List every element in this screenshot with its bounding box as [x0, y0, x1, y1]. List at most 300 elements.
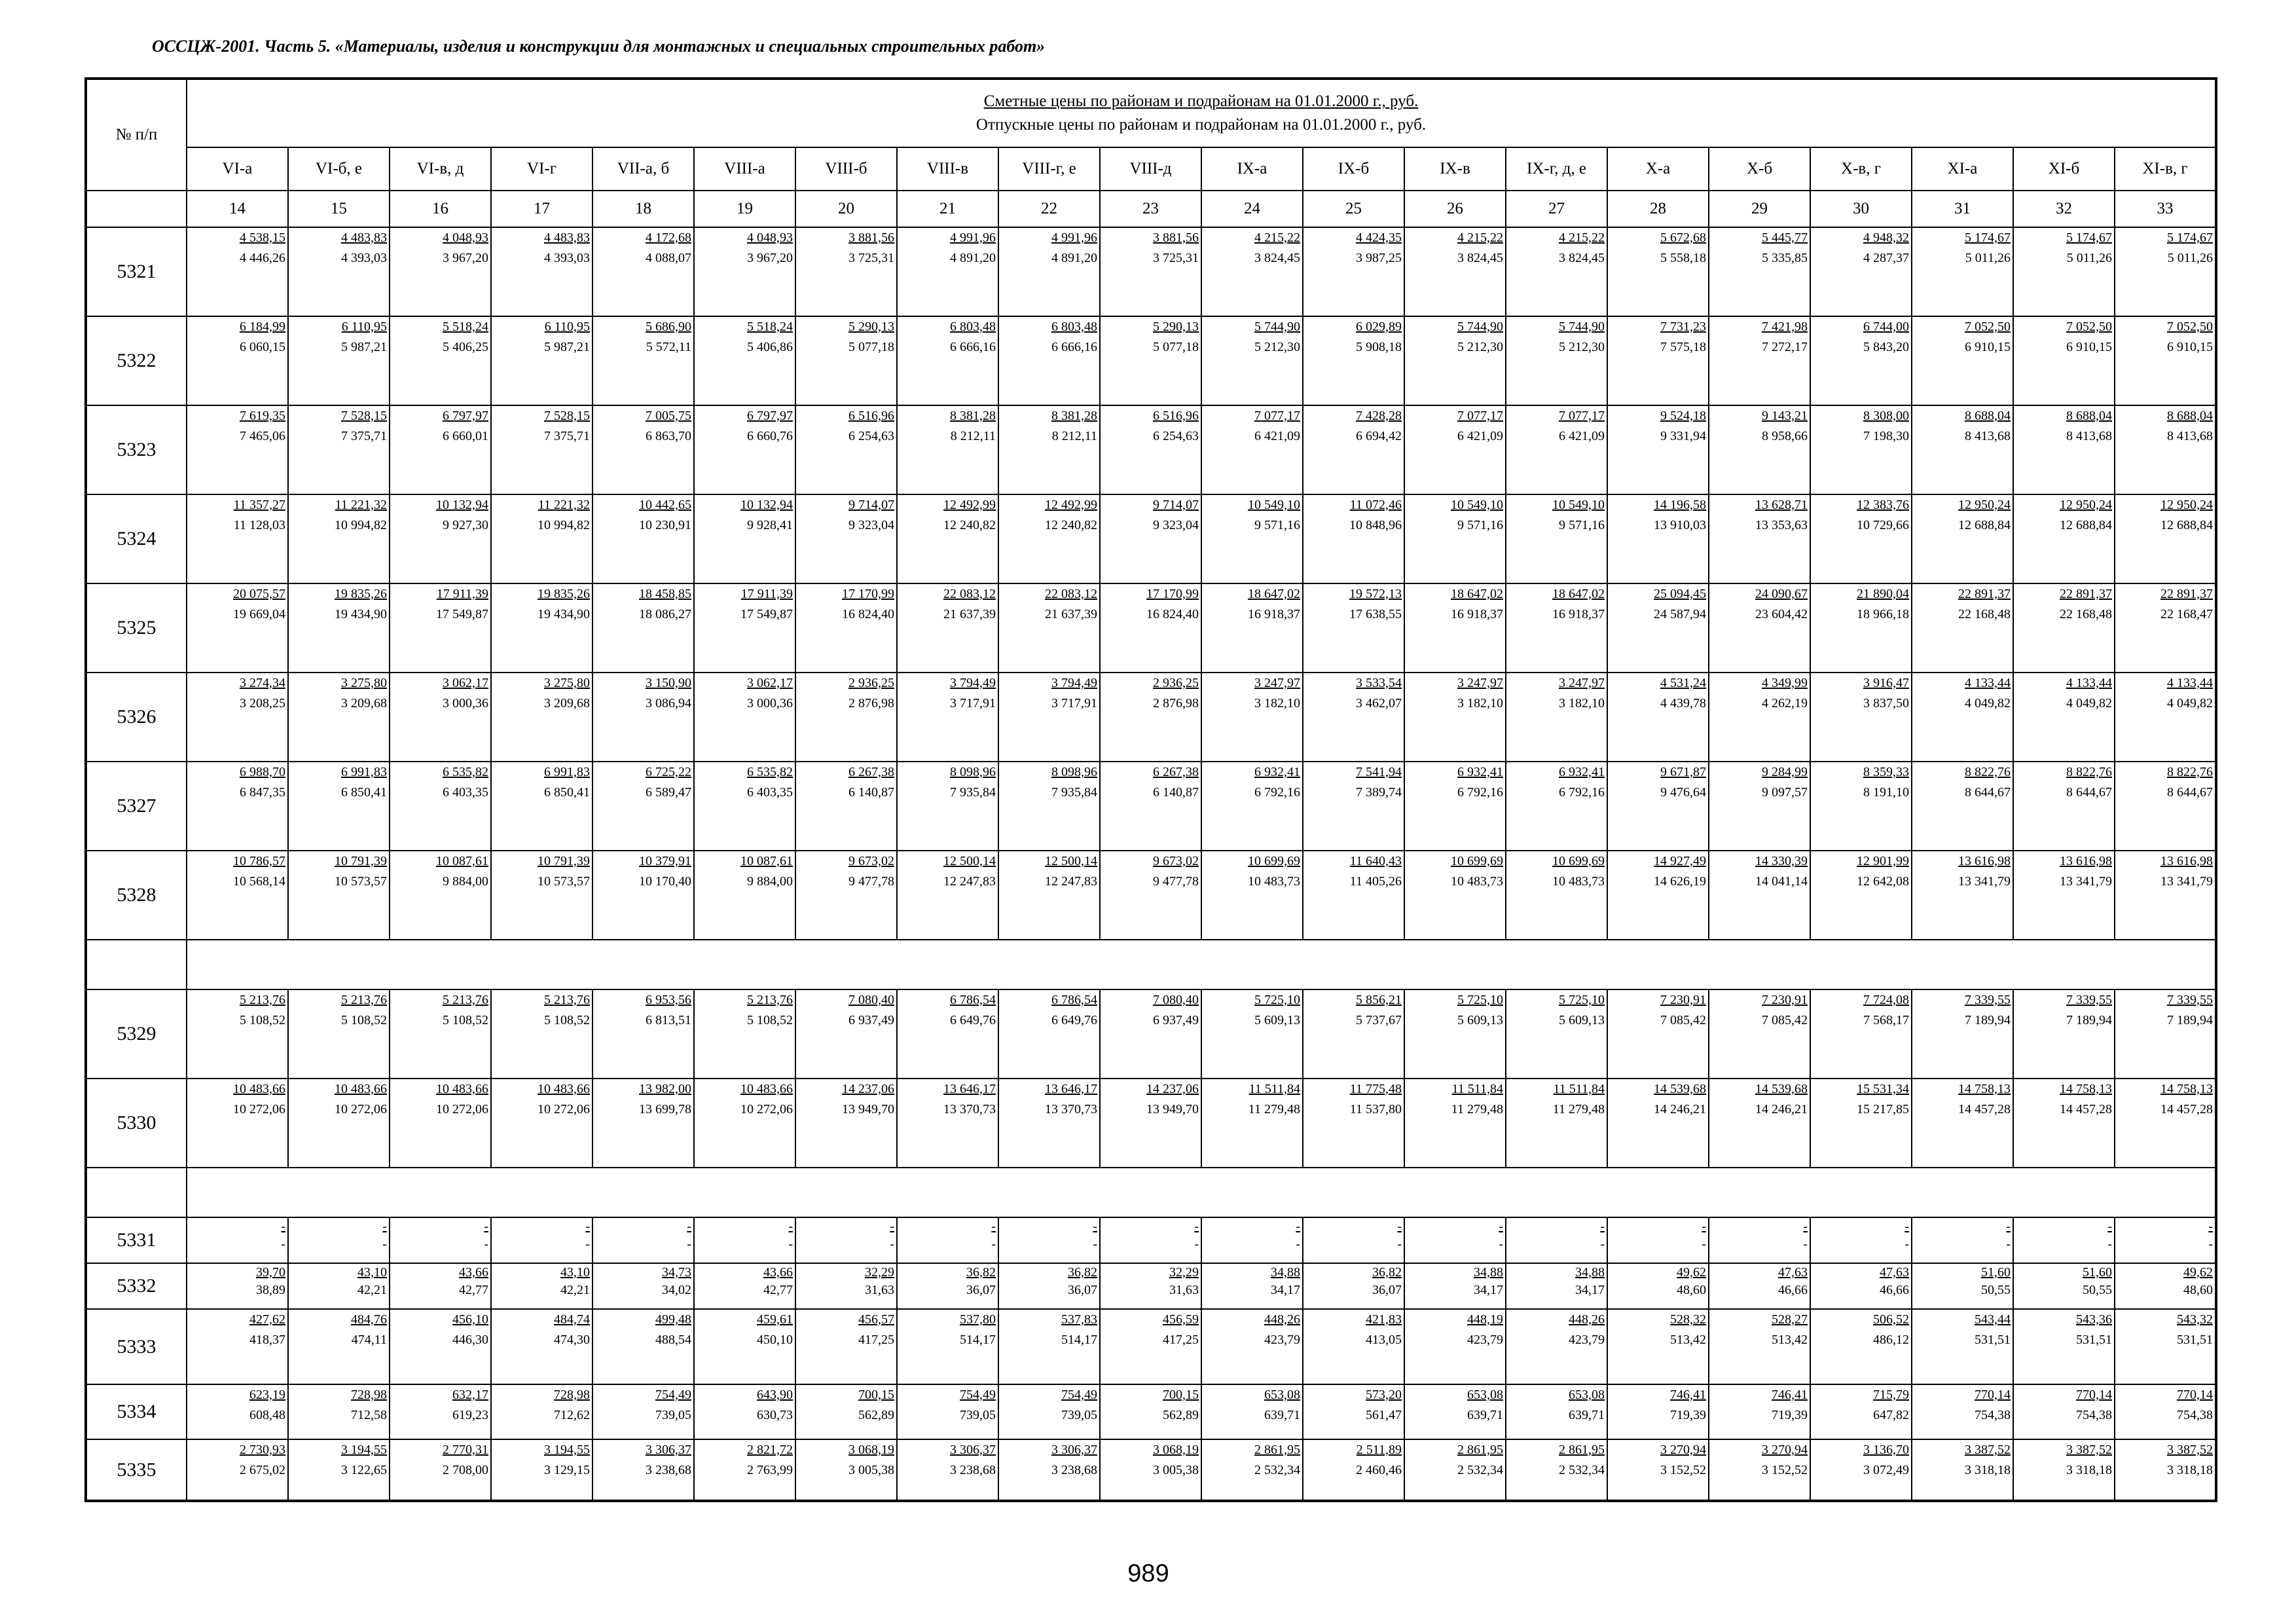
estimated-price: -	[890, 1219, 894, 1234]
release-price: 3 152,52	[1660, 1463, 1706, 1477]
price-cell	[1912, 227, 2013, 316]
separator-cell	[187, 1168, 2216, 1217]
estimated-price: 34,88	[1474, 1265, 1503, 1280]
release-price: 474,30	[554, 1333, 590, 1347]
release-price: 7 085,42	[1762, 1013, 1808, 1027]
release-price: 2 532,34	[1559, 1463, 1605, 1477]
release-price: 3 238,68	[1051, 1463, 1097, 1477]
release-price: 12 247,83	[943, 874, 996, 889]
release-price: 9 477,78	[848, 874, 894, 889]
price-cell	[1709, 1263, 1810, 1309]
price-cell	[1303, 1079, 1404, 1168]
release-price: 3 000,36	[443, 696, 488, 710]
price-cell	[1201, 1309, 1303, 1384]
release-price: 6 694,42	[1356, 429, 1402, 443]
column-number: 22	[998, 191, 1100, 227]
price-cell	[1100, 673, 1201, 762]
price-cell	[1404, 989, 1506, 1079]
release-price: 423,79	[1569, 1333, 1605, 1347]
price-cell	[187, 989, 288, 1079]
price-cell	[1607, 1384, 1709, 1439]
estimated-price: 4 172,68	[646, 231, 691, 245]
price-cell	[1912, 1384, 2013, 1439]
price-cell	[897, 1439, 998, 1501]
estimated-price: 9 673,02	[1153, 854, 1199, 868]
release-price: 11 128,03	[233, 518, 285, 532]
release-price: 3 824,45	[1254, 251, 1300, 265]
estimated-price: 5 213,76	[240, 993, 285, 1007]
price-cell	[1100, 1079, 1201, 1168]
price-cell	[1810, 1439, 1912, 1501]
estimated-price: 4 133,44	[2167, 676, 2213, 690]
price-cell	[288, 1439, 390, 1501]
price-cell	[592, 1384, 694, 1439]
price-cell	[390, 1217, 491, 1263]
release-price: 739,05	[655, 1408, 691, 1422]
estimated-price: 3 533,54	[1356, 676, 1402, 690]
release-price: 18 086,27	[639, 607, 691, 621]
release-price: 5 987,21	[544, 340, 590, 354]
release-price: 8 644,67	[2066, 785, 2112, 800]
estimated-price: 12 901,99	[1857, 854, 1909, 868]
estimated-price: 5 445,77	[1762, 231, 1808, 245]
estimated-price: 12 383,76	[1857, 498, 1909, 512]
estimated-price: 10 483,66	[740, 1082, 793, 1096]
price-cell	[998, 1079, 1100, 1168]
price-cell	[288, 1217, 390, 1263]
price-cell	[795, 227, 897, 316]
price-cell	[1810, 227, 1912, 316]
release-price: 22 168,48	[2060, 607, 2112, 621]
release-price: 6 421,09	[1254, 429, 1300, 443]
estimated-price: 4 483,83	[341, 231, 387, 245]
price-cell	[187, 1079, 288, 1168]
release-price: -	[1600, 1237, 1605, 1251]
price-cell	[491, 673, 592, 762]
estimated-price: 24 090,67	[1755, 587, 1808, 601]
release-price: 10 272,06	[538, 1102, 590, 1116]
column-number: 32	[2013, 191, 2115, 227]
release-price: -	[1093, 1237, 1097, 1251]
release-price: 13 353,63	[1755, 518, 1808, 532]
estimated-price: 7 724,08	[1863, 993, 1909, 1007]
row-number: 5333	[86, 1309, 187, 1384]
release-price: 6 850,41	[341, 785, 387, 800]
price-cell	[1912, 583, 2013, 673]
price-cell	[288, 1263, 390, 1309]
price-cell	[998, 1384, 1100, 1439]
release-price: 6 792,16	[1457, 785, 1503, 800]
estimated-price: 9 671,87	[1660, 765, 1706, 779]
page-number: 989	[1127, 1560, 1169, 1587]
price-cell	[1912, 762, 2013, 851]
price-cell	[1303, 851, 1404, 940]
release-price: 423,79	[1264, 1333, 1300, 1347]
estimated-price: -	[1194, 1219, 1199, 1234]
estimated-price: 17 911,39	[740, 587, 793, 601]
release-price: 6 813,51	[646, 1013, 691, 1027]
release-price: 36,07	[966, 1283, 996, 1297]
release-price: 4 262,19	[1762, 696, 1808, 710]
estimated-price: 14 758,13	[1958, 1082, 2011, 1096]
estimated-price: 10 379,91	[639, 854, 691, 868]
column-number: 17	[491, 191, 592, 227]
release-price: 6 792,16	[1254, 785, 1300, 800]
estimated-price: 528,27	[1772, 1312, 1808, 1327]
release-price: 14 457,28	[1958, 1102, 2011, 1116]
release-price: 9 571,16	[1559, 518, 1605, 532]
release-price: 34,02	[662, 1283, 691, 1297]
release-price: 3 005,38	[848, 1463, 894, 1477]
price-cell	[1912, 316, 2013, 405]
estimated-price: 537,80	[960, 1312, 996, 1327]
price-cell	[795, 989, 897, 1079]
estimated-price: 6 267,38	[1153, 765, 1199, 779]
table-row	[86, 1263, 2216, 1309]
estimated-price: 6 535,82	[747, 765, 793, 779]
price-cell	[1607, 1263, 1709, 1309]
release-price: 34,17	[1474, 1283, 1503, 1297]
release-price: 8 413,68	[2066, 429, 2112, 443]
release-price: 11 279,48	[1451, 1102, 1503, 1116]
column-number: 33	[2115, 191, 2216, 227]
release-price: 34,17	[1575, 1283, 1605, 1297]
release-price: 5 077,18	[848, 340, 894, 354]
estimated-price: 22 083,12	[1045, 587, 1097, 601]
release-price: 712,58	[351, 1408, 387, 1422]
estimated-price: 3 270,94	[1660, 1443, 1706, 1457]
release-price: 739,05	[1061, 1408, 1097, 1422]
price-cell	[592, 1079, 694, 1168]
estimated-price: -	[382, 1219, 387, 1234]
price-cell	[288, 227, 390, 316]
price-cell	[187, 1263, 288, 1309]
separator-cell	[187, 940, 2216, 989]
document-header-title: ОССЦЖ-2001. Часть 5. «Материалы, изделия и конструкции для монтажных и специальных строительных работ»	[152, 37, 1046, 56]
price-cell	[1303, 762, 1404, 851]
estimated-price: 10 442,65	[639, 498, 691, 512]
price-cell	[1506, 989, 1607, 1079]
price-cell	[1506, 405, 1607, 494]
estimated-price: 456,59	[1163, 1312, 1199, 1327]
estimated-price: 11 775,48	[1349, 1082, 1402, 1096]
release-price: 3 824,45	[1457, 251, 1503, 265]
price-cell	[1100, 316, 1201, 405]
release-price: 514,17	[960, 1333, 996, 1347]
price-cell	[1709, 227, 1810, 316]
release-price: -	[2006, 1237, 2011, 1251]
estimated-price: 4 991,96	[1051, 231, 1097, 245]
estimated-price: 14 539,68	[1755, 1082, 1808, 1096]
release-price: 5 843,20	[1863, 340, 1909, 354]
estimated-price: 7 428,28	[1356, 409, 1402, 423]
price-cell	[592, 989, 694, 1079]
release-price: 3 209,68	[544, 696, 590, 710]
region-header: XI-б	[2013, 147, 2115, 191]
price-cell	[1404, 227, 1506, 316]
price-cell	[1100, 405, 1201, 494]
release-price: 6 910,15	[1965, 340, 2011, 354]
price-cell	[1506, 851, 1607, 940]
price-cell	[1201, 1079, 1303, 1168]
release-price: 531,51	[1975, 1333, 2011, 1347]
price-cell	[998, 1309, 1100, 1384]
estimated-price: 4 133,44	[2066, 676, 2112, 690]
release-price: 6 792,16	[1559, 785, 1605, 800]
column-number: 28	[1607, 191, 1709, 227]
price-cell	[2115, 405, 2216, 494]
estimated-price: 2 861,95	[1559, 1443, 1605, 1457]
estimated-price: 728,98	[554, 1388, 590, 1402]
price-cell	[1709, 851, 1810, 940]
release-price: 6 937,49	[1153, 1013, 1199, 1027]
price-cell	[2115, 762, 2216, 851]
estimated-price: 8 381,28	[950, 409, 996, 423]
estimated-price: 14 758,13	[2060, 1082, 2112, 1096]
estimated-price: 3 068,19	[1153, 1443, 1199, 1457]
price-cell	[390, 405, 491, 494]
estimated-price: 5 290,13	[1153, 320, 1199, 334]
price-cell	[1607, 989, 1709, 1079]
estimated-price: 7 541,94	[1356, 765, 1402, 779]
price-cell	[1912, 1439, 2013, 1501]
price-cell	[2013, 1217, 2115, 1263]
price-cell	[1404, 762, 1506, 851]
price-cell	[187, 1217, 288, 1263]
table-row	[86, 1309, 2216, 1384]
release-price: 17 638,55	[1349, 607, 1402, 621]
estimated-price: 5 174,67	[2167, 231, 2213, 245]
release-price: 19 434,90	[335, 607, 387, 621]
estimated-price: 653,08	[1569, 1388, 1605, 1402]
release-price: 6 589,47	[646, 785, 691, 800]
release-price: 608,48	[249, 1408, 285, 1422]
estimated-price: 2 730,93	[240, 1443, 285, 1457]
table-row	[86, 227, 2216, 316]
price-cell	[491, 405, 592, 494]
price-cell	[390, 1263, 491, 1309]
estimated-price: 3 270,94	[1762, 1443, 1808, 1457]
column-number: 20	[795, 191, 897, 227]
row-number: 5324	[86, 494, 187, 583]
release-price: 450,10	[757, 1333, 793, 1347]
price-cell	[491, 316, 592, 405]
estimated-price: 25 094,45	[1654, 587, 1706, 601]
price-cell	[897, 1217, 998, 1263]
estimated-price: 10 791,39	[335, 854, 387, 868]
price-cell	[592, 1309, 694, 1384]
price-cell	[1810, 1079, 1912, 1168]
estimated-price: -	[2006, 1219, 2011, 1234]
price-cell	[795, 583, 897, 673]
release-price: 6 847,35	[240, 785, 285, 800]
release-price: 3 238,68	[646, 1463, 691, 1477]
price-cell	[187, 673, 288, 762]
column-number: 30	[1810, 191, 1912, 227]
price-cell	[187, 405, 288, 494]
price-cell	[187, 1439, 288, 1501]
estimated-price: 7 052,50	[2066, 320, 2112, 334]
release-price: 5 335,85	[1762, 251, 1808, 265]
estimated-price: 19 835,26	[335, 587, 387, 601]
estimated-price: 5 213,76	[443, 993, 488, 1007]
estimated-price: 3 247,97	[1457, 676, 1503, 690]
price-cell	[1912, 1309, 2013, 1384]
estimated-price: 12 950,24	[2160, 498, 2213, 512]
estimated-price: -	[1904, 1219, 1909, 1234]
release-price: 9 331,94	[1660, 429, 1706, 443]
estimated-price: 4 215,22	[1457, 231, 1503, 245]
release-price: 11 279,48	[1552, 1102, 1605, 1116]
price-cell	[1100, 1263, 1201, 1309]
region-header: VIII-в	[897, 147, 998, 191]
estimated-price: 7 230,91	[1660, 993, 1706, 1007]
estimated-price: 11 221,32	[538, 498, 590, 512]
release-price: 3 182,10	[1457, 696, 1503, 710]
price-cell	[1201, 989, 1303, 1079]
price-cell	[390, 494, 491, 583]
region-header: VII-а, б	[592, 147, 694, 191]
release-price: 488,54	[655, 1333, 691, 1347]
release-price: 22 168,47	[2160, 607, 2213, 621]
estimated-price: 6 110,95	[341, 320, 387, 334]
price-cell	[1810, 1309, 1912, 1384]
release-price: 8 413,68	[2167, 429, 2213, 443]
estimated-price: 6 110,95	[544, 320, 590, 334]
estimated-price: 484,74	[554, 1312, 590, 1327]
estimated-price: 573,20	[1366, 1388, 1402, 1402]
release-price: 3 182,10	[1254, 696, 1300, 710]
release-price: -	[281, 1237, 285, 1251]
release-price: -	[484, 1237, 488, 1251]
price-cell	[491, 1079, 592, 1168]
price-cell	[1100, 851, 1201, 940]
release-price: 42,77	[459, 1283, 488, 1297]
estimated-price: 10 699,69	[1451, 854, 1503, 868]
estimated-price: 3 881,56	[848, 231, 894, 245]
price-cell	[998, 762, 1100, 851]
region-header: VI-в, д	[390, 147, 491, 191]
price-cell	[1506, 1263, 1607, 1309]
release-price: 6 937,49	[848, 1013, 894, 1027]
release-price: 34,17	[1271, 1283, 1300, 1297]
price-cell	[998, 1263, 1100, 1309]
price-cell	[1404, 1384, 1506, 1439]
price-cell	[1607, 1309, 1709, 1384]
table-row	[86, 989, 2216, 1079]
table-row	[86, 405, 2216, 494]
price-cell	[1404, 405, 1506, 494]
release-price: 10 994,82	[335, 518, 387, 532]
release-price: 3 005,38	[1153, 1463, 1199, 1477]
estimated-price: 8 359,33	[1863, 765, 1909, 779]
row-number: 5323	[86, 405, 187, 494]
release-price: 5 212,30	[1254, 340, 1300, 354]
estimated-price: 7 052,50	[2167, 320, 2213, 334]
release-price: 12 247,83	[1045, 874, 1097, 889]
estimated-price: 6 797,97	[443, 409, 488, 423]
release-price: 50,55	[2083, 1283, 2112, 1297]
estimated-price: 14 330,39	[1755, 854, 1808, 868]
estimated-price: 543,44	[1975, 1312, 2011, 1327]
release-price: 639,71	[1569, 1408, 1605, 1422]
estimated-price: 22 891,37	[1958, 587, 2011, 601]
release-price: 36,07	[1372, 1283, 1402, 1297]
release-price: 6 421,09	[1457, 429, 1503, 443]
price-cell	[795, 405, 897, 494]
price-cell	[1506, 583, 1607, 673]
price-cell	[288, 1309, 390, 1384]
release-price: 14 041,14	[1755, 874, 1808, 889]
estimated-price: 3 306,37	[950, 1443, 996, 1457]
release-price: 3 717,91	[950, 696, 996, 710]
release-price: 5 609,13	[1559, 1013, 1605, 1027]
price-cell	[1607, 1439, 1709, 1501]
price-cell	[2013, 494, 2115, 583]
release-price: 6 254,63	[1153, 429, 1199, 443]
release-price: 639,71	[1264, 1408, 1300, 1422]
release-price: 2 876,98	[848, 696, 894, 710]
price-cell	[288, 1079, 390, 1168]
estimated-price: 2 936,25	[848, 676, 894, 690]
estimated-price: 7 005,75	[646, 409, 691, 423]
column-number-blank	[86, 191, 187, 227]
estimated-price: 8 098,96	[1051, 765, 1097, 779]
price-cell	[897, 583, 998, 673]
release-price: 5 609,13	[1457, 1013, 1503, 1027]
price-cell	[1404, 1309, 1506, 1384]
release-price: 3 072,49	[1863, 1463, 1909, 1477]
release-price: 12 240,82	[943, 518, 996, 532]
price-cell	[592, 494, 694, 583]
estimated-price: 5 290,13	[848, 320, 894, 334]
release-price: 3 987,25	[1356, 251, 1402, 265]
release-price: 50,55	[1981, 1283, 2011, 1297]
release-price: 9 884,00	[443, 874, 488, 889]
release-price: 4 049,82	[2167, 696, 2213, 710]
price-cell	[288, 405, 390, 494]
price-cell	[187, 583, 288, 673]
estimated-price: 2 861,95	[1457, 1443, 1503, 1457]
estimated-price: 14 237,06	[842, 1082, 894, 1096]
release-price: 6 660,76	[747, 429, 793, 443]
release-price: 7 375,71	[341, 429, 387, 443]
price-cell	[1607, 583, 1709, 673]
release-price: 417,25	[1163, 1333, 1199, 1347]
estimated-price: 13 982,00	[639, 1082, 691, 1096]
release-price: 2 532,34	[1254, 1463, 1300, 1477]
release-price: 10 994,82	[538, 518, 590, 532]
price-cell	[491, 1263, 592, 1309]
estimated-price: 10 699,69	[1248, 854, 1300, 868]
price-cell	[2013, 851, 2115, 940]
release-price: -	[991, 1237, 996, 1251]
price-cell	[795, 494, 897, 583]
price-cell	[2013, 1439, 2115, 1501]
estimated-price: 17 170,99	[1146, 587, 1199, 601]
estimated-price: 43,66	[459, 1265, 488, 1280]
release-price: 7 465,06	[240, 429, 285, 443]
release-price: 6 421,09	[1559, 429, 1605, 443]
estimated-price: -	[788, 1219, 793, 1234]
release-price: 46,66	[1880, 1283, 1909, 1297]
price-cell	[1404, 1439, 1506, 1501]
price-cell	[694, 673, 795, 762]
price-cell	[1506, 762, 1607, 851]
estimated-price: 5 174,67	[1965, 231, 2011, 245]
price-cell	[491, 494, 592, 583]
estimated-price: 34,88	[1575, 1265, 1605, 1280]
